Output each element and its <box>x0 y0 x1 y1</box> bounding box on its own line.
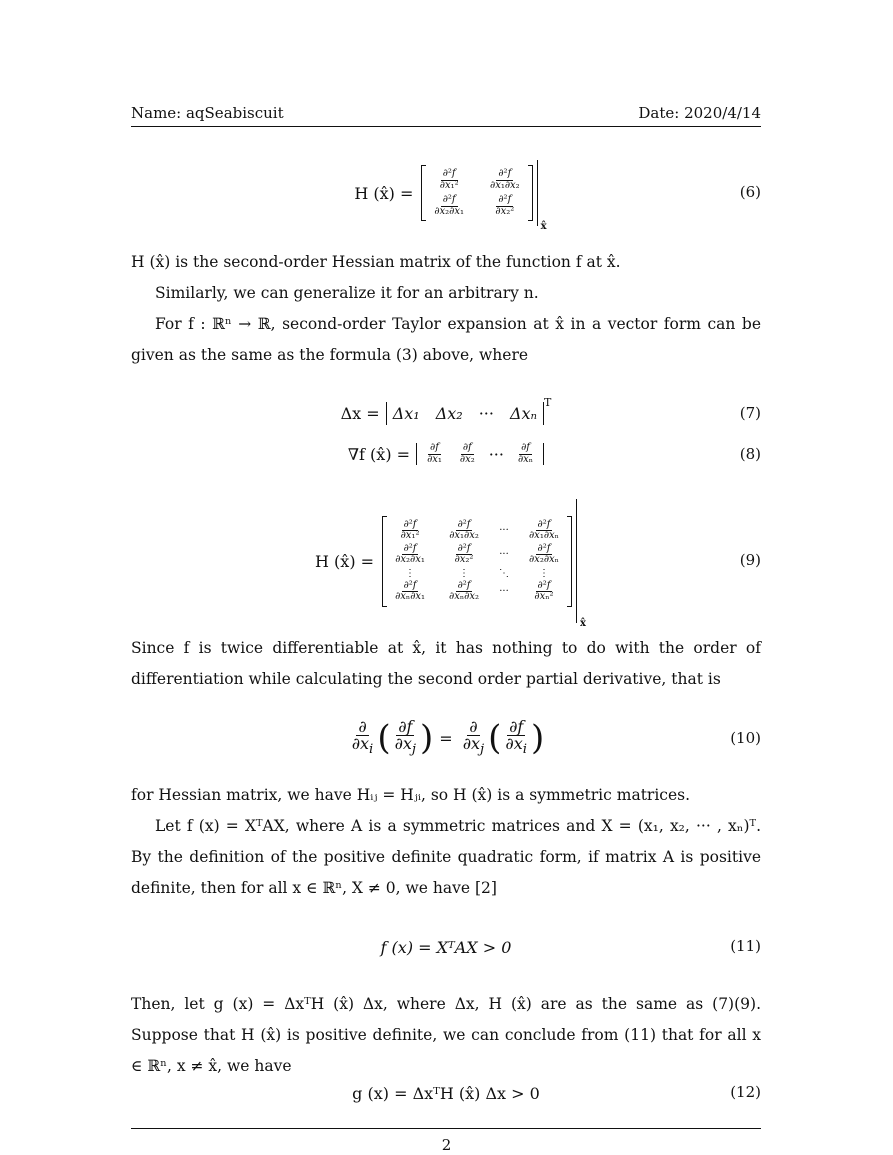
equation-9: H (x̂) = $\frac{\text{∂²f}}{\text{∂x₁²}}$ $\frac{\text{∂²f}}{\text{∂x₁∂x₂}}$ ··· $\frac{\text{∂²f}}{\text{∂x₁∂xₙ}}$ $\frac{\text{∂²f}}{\text{∂x₂∂x₁}}$ $\frac{\text{∂²f}}{\text{∂x₂²}}$ ··· $\frac{\text{∂²f}}{\text{∂x₂∂xₙ}}$ ⋮ ⋮ ⋱ ⋮ $\frac{\text{∂²f}}{\text{∂xₙ∂x₁}}$ $\frac{\text{∂²f}}{\text{∂xₙ∂x₂}}$ ··· $\frac{\text{∂²f}}{\text{∂xₙ²}}$ x̂ (9) <box>131 497 761 625</box>
hessian-nxn-matrix: $\frac{\text{∂²f}}{\text{∂x₁²}}$ $\frac{\text{∂²f}}{\text{∂x₁∂x₂}}$ ··· $\frac{\text{∂²f}}{\text{∂x₁∂xₙ}}$ $\frac{\text{∂²f}}{\text{∂x₂∂x₁}}$ $\frac{\text{∂²f}}{\text{∂x₂²}}$ ··· $\frac{\text{∂²f}}{\text{∂x₂∂xₙ}}$ ⋮ ⋮ ⋱ ⋮ $\frac{\text{∂²f}}{\text{∂xₙ∂x₁}}$ $\frac{\text{∂²f}}{\text{∂xₙ∂x₂}}$ ··· $\frac{\text{∂²f}}{\text{∂xₙ²}}$ <box>382 516 572 607</box>
eq12-number: (12) <box>730 1083 761 1101</box>
equation-12: g (x) = ΔxᵀH (x̂) Δx > 0 (12) <box>352 1083 761 1103</box>
hessian-2x2-matrix: $\frac{\text{∂²f}}{\text{∂x₁²}}$ $\frac{\text{∂²f}}{\text{∂x₁∂x₂}}$ $\frac{\text{∂²f}}{\text{∂x₂∂x₁}}$ $\frac{\text{∂²f}}{\text{∂x₂²}}$ <box>421 165 532 221</box>
equation-6: H (x̂) = $\frac{\text{∂²f}}{\text{∂x₁²}}$ $\frac{\text{∂²f}}{\text{∂x₁∂x₂}}$ $\frac{\text{∂²f}}{\text{∂x₂∂x₁}}$ $\frac{\text{∂²f}}{\text{∂x₂²}}$ x̂ (6) <box>131 158 761 228</box>
equation-8 <box>131 437 761 471</box>
paragraph-twice-differentiable: Since f is twice differentiable at x̂, it has nothing to do with the order of differentiation while calculating the second order partial derivative, that is <box>131 639 761 688</box>
paragraph-g-definition: Then, let g (x) = ΔxᵀH (x̂) Δx, where Δx, H (x̂) are as the same as (7)(9). Suppose that H (x̂) is positive definite, we can conclude from (11) that for all x ∈ ℝⁿ, x ≠ x̂, we have <box>131 995 761 1075</box>
eq6-number: (6) <box>739 183 761 201</box>
eq8-number: (8) <box>739 445 761 463</box>
paragraph-taylor: For f : ℝⁿ → ℝ, second-order Taylor expansion at x̂ in a vector form can be given as the same as the formula (3) above, where <box>131 315 761 364</box>
equation-11: f (x) = XᵀAX > 0 (11) <box>380 937 761 957</box>
paragraph-symmetric: for Hessian matrix, we have Hᵢⱼ = Hⱼᵢ, so H (x̂) is a symmetric matrices. <box>131 786 691 804</box>
paragraph-quadratic-form: Let f (x) = XᵀAX, where A is a symmetric matrices and X = (x₁, x₂, ··· , xₙ)ᵀ. By the definition of the positive definite quadratic form, if matrix A is positive definite, then for all x ∈ ℝⁿ, X ≠ 0, we have [2] <box>131 817 761 897</box>
equation-10: $\frac{\partial}{\partial x_i}$ ( $\frac{\partial f}{\partial x_j}$ ) = $\frac{\partial}{\partial x_j}$ ( $\frac{\partial f}{\partial x_i}$ ) (10) <box>351 716 761 758</box>
page-number: 2 <box>441 1136 452 1154</box>
eq6-lhs: H (x̂) = <box>354 183 414 203</box>
footer-rule <box>131 1128 761 1129</box>
paragraph-generalize: Similarly, we can generalize it for an arbitrary n. <box>155 284 539 302</box>
eq9-lhs: H (x̂) = <box>315 551 375 571</box>
author-name: Name: aqSeabiscuit <box>131 104 284 122</box>
page-header <box>131 104 761 127</box>
paragraph-hessian-definition: H (x̂) is the second-order Hessian matrix of the function f at x̂. <box>131 253 621 271</box>
gradient-vector: $\frac{\partial f}{\text{∂x₁}}$ $\frac{\partial f}{\text{∂x₂}}$ ··· $\frac{\partial f}{\text{∂xₙ}}$ <box>416 443 544 465</box>
delta-x-vector: Δx₁ Δx₂ ··· Δxₙ <box>386 402 544 425</box>
eq8-lhs: ∇f (x̂) = <box>347 444 411 464</box>
eq10-number: (10) <box>730 729 761 747</box>
eq9-number: (9) <box>739 551 761 569</box>
document-date: Date: 2020/4/14 <box>638 104 761 122</box>
eq7-lhs: Δx = <box>340 403 380 423</box>
eq7-number: (7) <box>739 404 761 422</box>
eq11-number: (11) <box>730 937 761 955</box>
equation-7: Δx = Δx₁ Δx₂ ··· Δxₙ $^T$ (7) <box>340 396 761 423</box>
